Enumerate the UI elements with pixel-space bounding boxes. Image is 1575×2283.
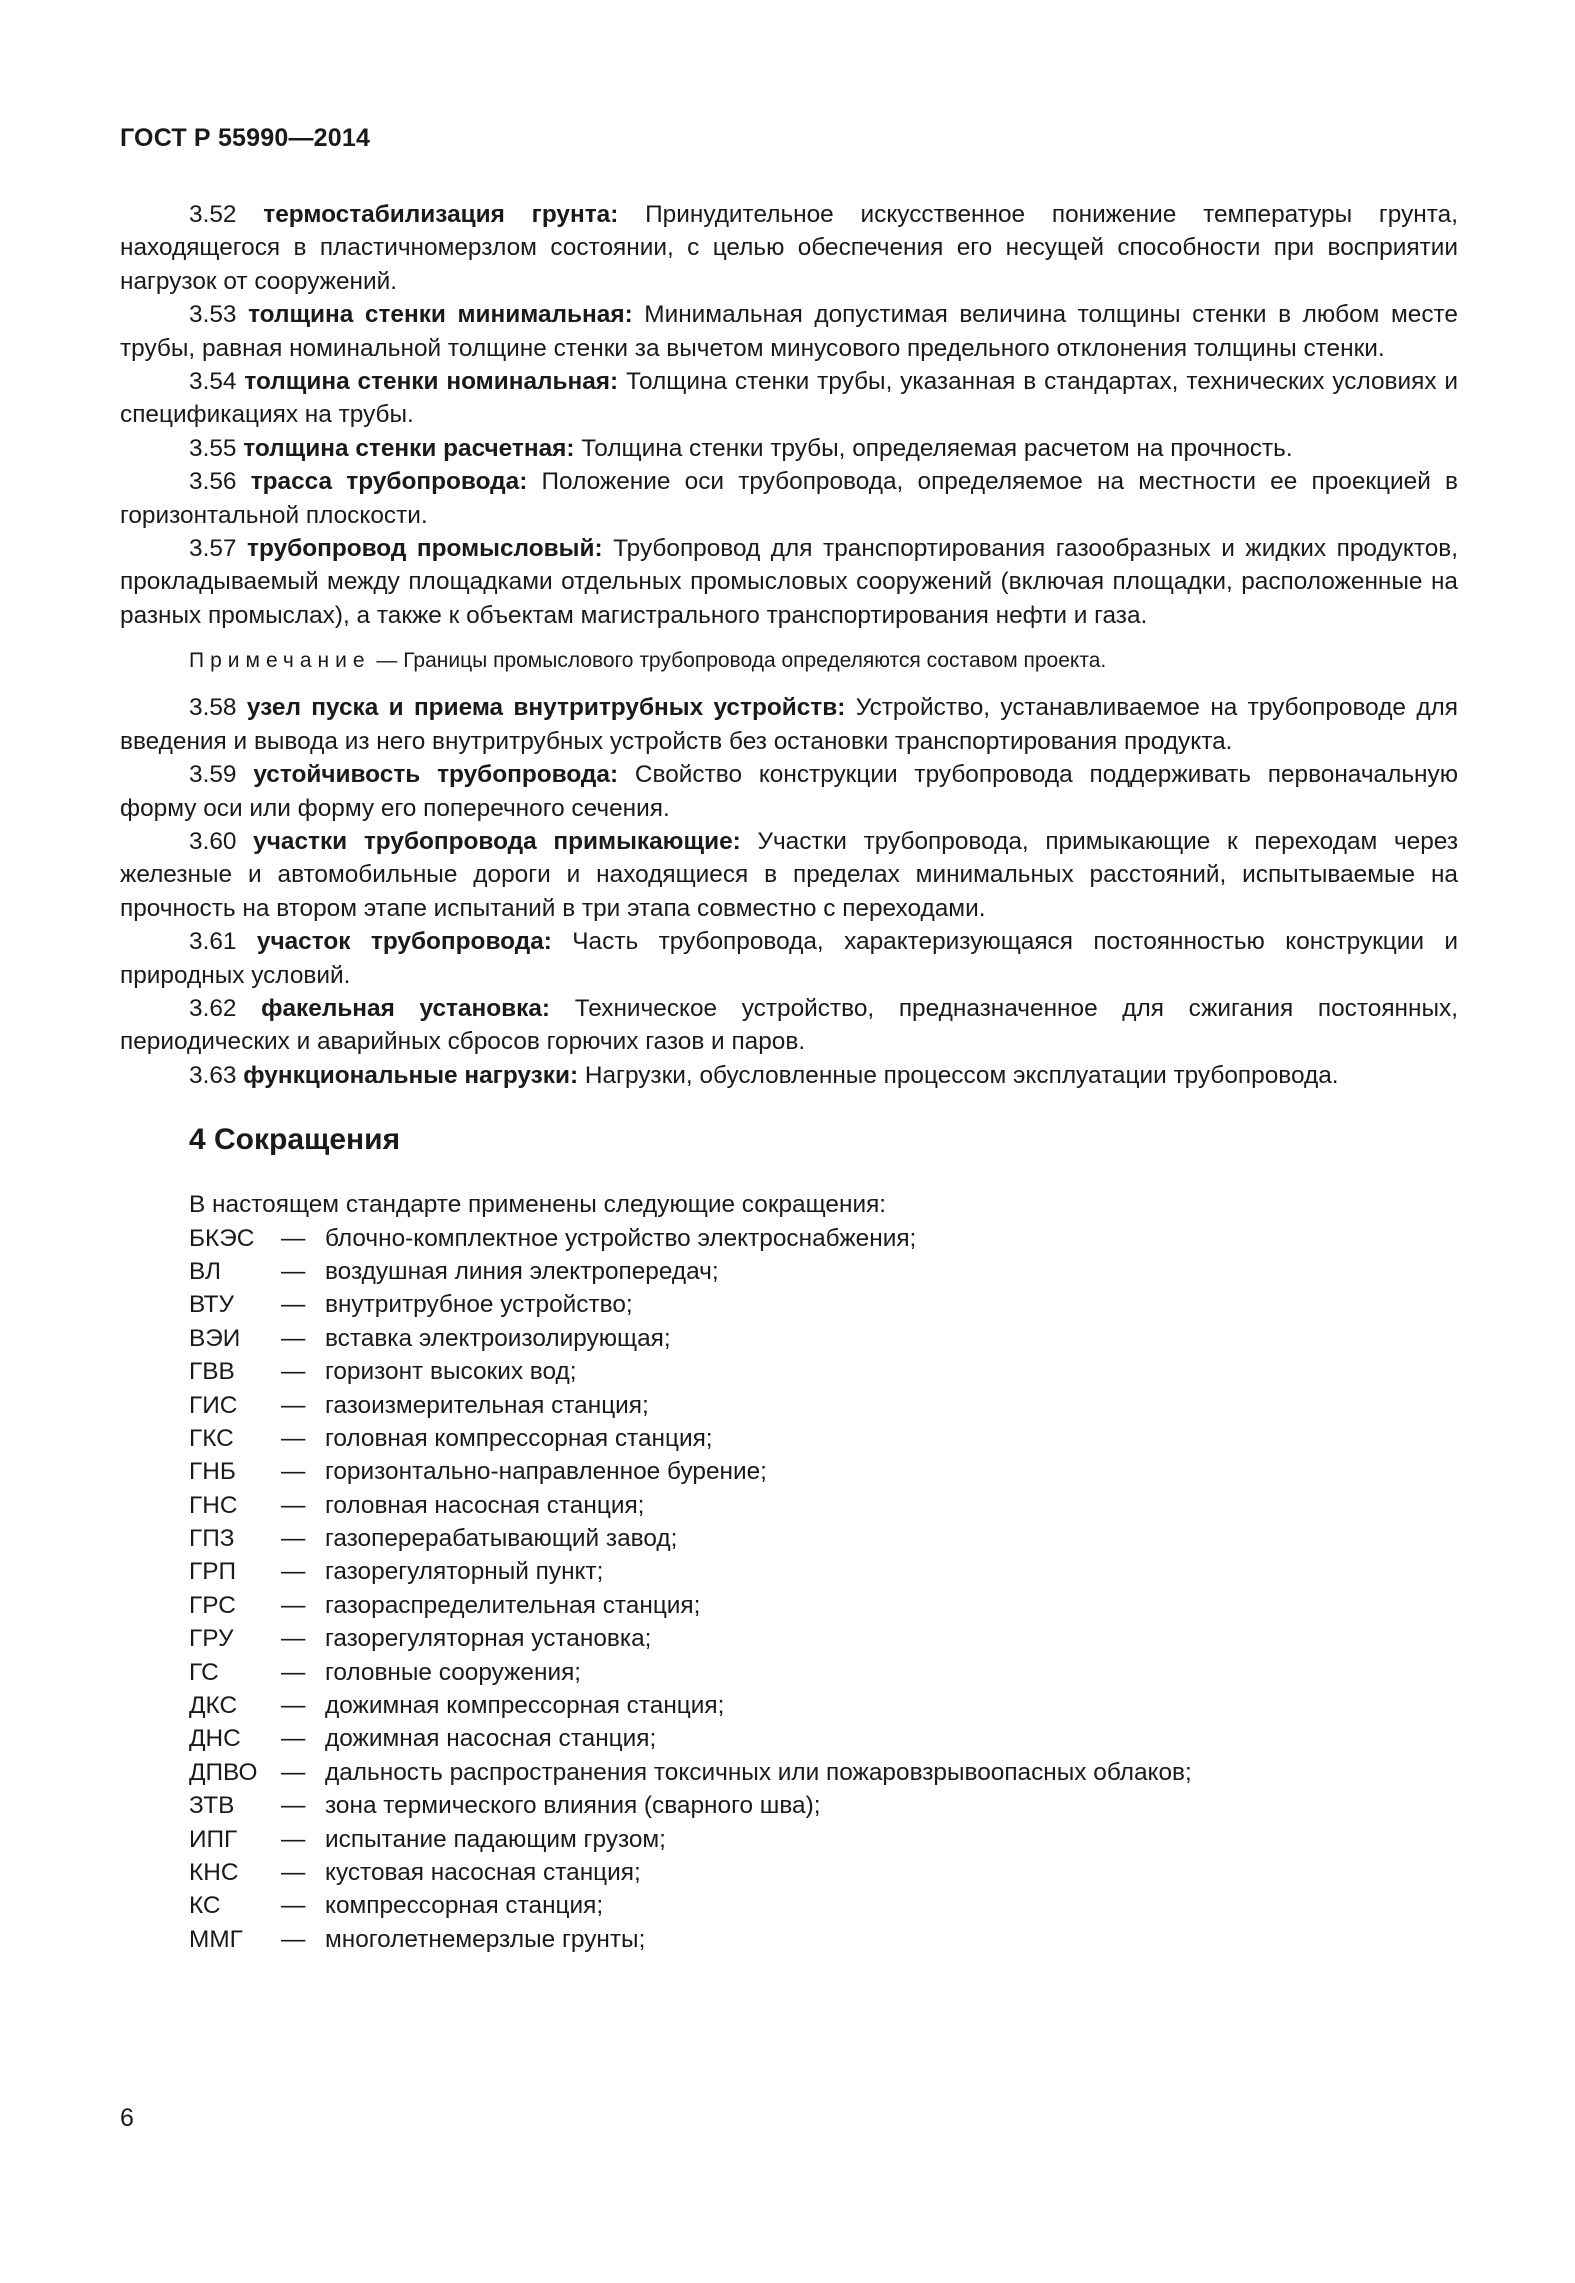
term-text: Принудительное искусственное понижение температуры грунта, находящегося в пластичномерзлом состоянии, с целью обеспечения его несущей способности при восприятии нагрузок от сооружений. bbox=[120, 201, 1459, 295]
abbreviation-row bbox=[189, 1355, 1458, 1388]
abbreviation-dash: — bbox=[281, 1491, 306, 1519]
abbreviation-dash: — bbox=[281, 1558, 306, 1586]
term-definition bbox=[120, 465, 1458, 532]
abbreviation-code: ДПВО bbox=[189, 1758, 258, 1786]
term-definition bbox=[120, 992, 1458, 1059]
abbreviation-text: газоперерабатывающий завод; bbox=[325, 1525, 678, 1553]
abbreviation-row bbox=[189, 1923, 1458, 1956]
term-text: Участки трубопровода, примыкающие к переходам через железные и автомобильные дороги и находящиеся в пределах минимальных расстояний, испытываемые на прочность на втором этапе испытаний в три этапа совместно с переходами. bbox=[120, 827, 1459, 922]
abbreviation-code: ГРУ bbox=[189, 1625, 234, 1653]
abbreviation-text: головная насосная станция; bbox=[325, 1491, 645, 1519]
term-text: Минимальная допустимая величина толщины стенки в любом месте трубы, равная номинальной толщине стенки за вычетом минусового предельного отклонения толщины стенки. bbox=[120, 301, 1458, 362]
abbreviation-dash: — bbox=[281, 1257, 306, 1285]
abbreviation-dash: — bbox=[281, 1658, 306, 1686]
abbreviation-dash: — bbox=[281, 1458, 306, 1486]
abbreviation-text: блочно-комплектное устройство электроснабжения; bbox=[325, 1224, 917, 1252]
abbreviation-code: ЗТВ bbox=[189, 1792, 235, 1820]
abbreviation-text: дожимная насосная станция; bbox=[325, 1725, 657, 1753]
term-definition bbox=[120, 758, 1458, 825]
term-text: Техническое устройство, предназначенное для сжигания постоянных, периодических и аварийных сбросов горючих газов и паров. bbox=[120, 994, 1458, 1056]
term-number: 3.60 bbox=[189, 827, 237, 855]
abbreviation-text: горизонт высоких вод; bbox=[325, 1358, 577, 1386]
abbreviation-row bbox=[189, 1689, 1458, 1722]
term-number: 3.55 bbox=[189, 434, 237, 462]
abbreviation-dash: — bbox=[281, 1725, 306, 1753]
abbreviation-text: горизонтально-направленное бурение; bbox=[325, 1458, 767, 1486]
abbreviation-row bbox=[189, 1722, 1458, 1755]
abbreviation-row bbox=[189, 1455, 1458, 1488]
term-name: толщина стенки минимальная: bbox=[248, 301, 633, 329]
term-number: 3.59 bbox=[189, 761, 237, 789]
term-name: термостабилизация грунта: bbox=[263, 201, 619, 228]
abbreviation-text: газоизмерительная станция; bbox=[325, 1391, 649, 1419]
section-intro: В настоящем стандарте применены следующие сокращения: bbox=[189, 1191, 887, 1219]
term-number: 3.63 bbox=[189, 1061, 237, 1089]
terms-list-continued bbox=[120, 691, 1458, 1092]
abbreviation-code: ДНС bbox=[189, 1725, 241, 1753]
abbreviation-dash: — bbox=[281, 1424, 306, 1452]
abbreviation-dash: — bbox=[281, 1324, 306, 1352]
term-definition bbox=[120, 432, 1458, 465]
term-definition bbox=[120, 298, 1458, 365]
note bbox=[120, 646, 1458, 676]
term-name: трубопровод промысловый: bbox=[247, 535, 603, 563]
abbreviation-text: газораспределительная станция; bbox=[325, 1591, 701, 1619]
page-number: 6 bbox=[120, 2104, 134, 2132]
abbreviation-dash: — bbox=[281, 1825, 306, 1853]
abbreviation-dash: — bbox=[281, 1625, 306, 1653]
abbreviation-dash: — bbox=[281, 1858, 306, 1886]
term-text: Часть трубопровода, характеризующаяся постоянностью конструкции и природных условий. bbox=[120, 928, 1458, 989]
term-definition bbox=[120, 691, 1458, 758]
abbreviation-text: зона термического влияния (сварного шва); bbox=[325, 1792, 821, 1820]
term-text: Трубопровод для транспортирования газообразных и жидких продуктов, прокладываемый между площадками отдельных промысловых сооружений (включая площадки, расположенные на разных промыслах), а также к объектам магистрального транспортирования нефти и газа. bbox=[120, 535, 1459, 629]
abbreviation-text: газорегуляторная установка; bbox=[325, 1625, 652, 1653]
abbreviation-text: газорегуляторный пункт; bbox=[325, 1558, 604, 1586]
abbreviation-row bbox=[189, 1422, 1458, 1455]
term-name: функциональные нагрузки: bbox=[243, 1061, 579, 1089]
term-number: 3.61 bbox=[189, 928, 237, 956]
abbreviation-text: вставка электроизолирующая; bbox=[325, 1324, 671, 1352]
abbreviation-code: КС bbox=[189, 1892, 221, 1920]
term-name: толщина стенки номинальная: bbox=[244, 368, 619, 396]
abbreviation-code: ВТУ bbox=[189, 1291, 235, 1319]
abbreviation-code: ГВВ bbox=[189, 1358, 235, 1386]
abbreviation-row bbox=[189, 1489, 1458, 1522]
term-text: Толщина стенки трубы, указанная в стандартах, технических условиях и спецификациях на трубы. bbox=[120, 368, 1459, 429]
abbreviation-code: ГРС bbox=[189, 1591, 236, 1619]
abbreviation-text: испытание падающим грузом; bbox=[325, 1825, 666, 1853]
abbreviation-text: дожимная компрессорная станция; bbox=[325, 1692, 725, 1720]
abbreviation-text: головная компрессорная станция; bbox=[325, 1424, 713, 1452]
term-name: толщина стенки расчетная: bbox=[243, 434, 575, 462]
term-name: участок трубопровода: bbox=[256, 928, 552, 956]
abbreviation-dash: — bbox=[281, 1525, 306, 1553]
abbreviation-text: дальность распространения токсичных или пожаровзрывоопасных облаков; bbox=[325, 1758, 1192, 1786]
abbreviation-row bbox=[189, 1255, 1458, 1288]
abbreviation-row bbox=[189, 1656, 1458, 1689]
abbreviation-code: ГКС bbox=[189, 1424, 234, 1452]
abbreviation-code: КНС bbox=[189, 1858, 239, 1886]
term-definition bbox=[120, 198, 1458, 298]
abbreviation-row bbox=[189, 1889, 1458, 1922]
term-name: факельная установка: bbox=[261, 994, 551, 1022]
note-text: — Границы промыслового трубопровода определяются составом проекта. bbox=[376, 649, 1107, 673]
abbreviation-code: ДКС bbox=[189, 1692, 238, 1720]
abbreviation-row bbox=[189, 1222, 1458, 1255]
term-number: 3.52 bbox=[189, 201, 237, 228]
term-text: Устройство, устанавливаемое на трубопроводе для введения и вывода из него внутритрубных устройств без остановки транспортирования продукта. bbox=[120, 694, 1459, 755]
abbreviation-text: воздушная линия электропередач; bbox=[325, 1257, 719, 1285]
term-text: Толщина стенки трубы, определяемая расчетом на прочность. bbox=[581, 434, 1293, 462]
note-label: Примечание bbox=[189, 649, 371, 673]
abbreviation-text: кустовая насосная станция; bbox=[325, 1858, 641, 1886]
abbreviation-dash: — bbox=[281, 1758, 306, 1786]
abbreviation-row bbox=[189, 1823, 1458, 1856]
term-text: Нагрузки, обусловленные процессом эксплуатации трубопровода. bbox=[584, 1061, 1339, 1089]
abbreviation-dash: — bbox=[281, 1358, 306, 1386]
abbreviation-row bbox=[189, 1789, 1458, 1822]
term-number: 3.53 bbox=[189, 301, 237, 329]
abbreviation-dash: — bbox=[281, 1892, 306, 1920]
abbreviation-text: многолетнемерзлые грунты; bbox=[325, 1925, 646, 1953]
abbreviations-list bbox=[189, 1222, 1458, 1957]
abbreviation-dash: — bbox=[281, 1925, 306, 1953]
abbreviation-text: компрессорная станция; bbox=[325, 1892, 604, 1920]
abbreviation-row bbox=[189, 1589, 1458, 1622]
abbreviation-text: головные сооружения; bbox=[325, 1658, 582, 1686]
abbreviation-row bbox=[189, 1389, 1458, 1422]
term-definition bbox=[120, 1059, 1458, 1092]
abbreviation-code: ВЭИ bbox=[189, 1324, 241, 1352]
abbreviation-code: ГРП bbox=[189, 1558, 237, 1586]
term-number: 3.62 bbox=[189, 994, 237, 1022]
section-title: 4 Сокращения bbox=[189, 1123, 401, 1157]
term-number: 3.58 bbox=[189, 694, 237, 722]
abbreviation-text: внутритрубное устройство; bbox=[325, 1291, 633, 1319]
abbreviation-code: ГНБ bbox=[189, 1458, 236, 1486]
abbreviation-row bbox=[189, 1288, 1458, 1321]
term-number: 3.57 bbox=[189, 535, 237, 563]
abbreviation-row bbox=[189, 1555, 1458, 1588]
term-definition bbox=[120, 825, 1458, 925]
abbreviation-row bbox=[189, 1322, 1458, 1355]
abbreviation-dash: — bbox=[281, 1391, 306, 1419]
abbreviation-dash: — bbox=[281, 1291, 306, 1319]
term-name: трасса трубопровода: bbox=[250, 468, 528, 496]
term-name: узел пуска и приема внутритрубных устройств: bbox=[246, 694, 846, 722]
term-name: участки трубопровода примыкающие: bbox=[253, 827, 741, 855]
term-definition bbox=[120, 532, 1458, 632]
abbreviation-dash: — bbox=[281, 1224, 306, 1252]
term-text: Положение оси трубопровода, определяемое на местности ее проекцией в горизонтальной плоскости. bbox=[120, 468, 1459, 529]
abbreviation-row bbox=[189, 1522, 1458, 1555]
abbreviation-code: ВЛ bbox=[189, 1257, 222, 1285]
abbreviation-code: ГИС bbox=[189, 1391, 238, 1419]
abbreviation-dash: — bbox=[281, 1792, 306, 1820]
document-body bbox=[120, 198, 1458, 1956]
abbreviation-code: ГПЗ bbox=[189, 1525, 235, 1553]
term-number: 3.54 bbox=[189, 368, 237, 396]
abbreviation-dash: — bbox=[281, 1692, 306, 1720]
abbreviation-code: ИПГ bbox=[189, 1825, 238, 1853]
terms-list bbox=[120, 198, 1458, 632]
abbreviation-row bbox=[189, 1622, 1458, 1655]
term-number: 3.56 bbox=[189, 468, 237, 496]
term-definition bbox=[120, 365, 1458, 432]
term-text: Свойство конструкции трубопровода поддерживать первоначальную форму оси или форму его поперечного сечения. bbox=[120, 761, 1458, 822]
term-definition bbox=[120, 925, 1458, 992]
abbreviation-code: БКЭС bbox=[189, 1224, 255, 1252]
abbreviation-row bbox=[189, 1756, 1458, 1789]
term-name: устойчивость трубопровода: bbox=[253, 761, 619, 789]
abbreviation-code: ММГ bbox=[189, 1925, 243, 1953]
abbreviation-code: ГС bbox=[189, 1658, 219, 1686]
abbreviation-code: ГНС bbox=[189, 1491, 238, 1519]
abbreviation-dash: — bbox=[281, 1591, 306, 1619]
abbreviation-row bbox=[189, 1856, 1458, 1889]
document-header: ГОСТ Р 55990—2014 bbox=[120, 124, 371, 152]
